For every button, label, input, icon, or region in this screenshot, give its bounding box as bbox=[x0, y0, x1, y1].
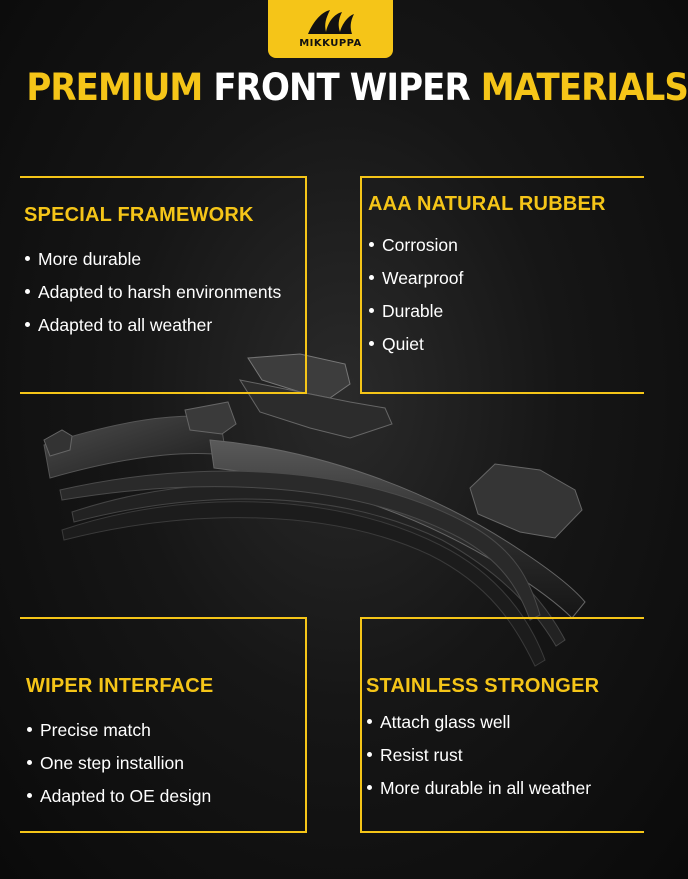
list-item: Adapted to harsh environments bbox=[24, 281, 281, 314]
feature-title-interface: WIPER INTERFACE bbox=[26, 675, 214, 697]
list-item: Adapted to OE design bbox=[26, 785, 211, 818]
feature-list-stainless bbox=[366, 711, 591, 810]
feature-title-stainless: STAINLESS STRONGER bbox=[366, 675, 600, 697]
list-item: Quiet bbox=[368, 333, 463, 366]
list-item: Precise match bbox=[26, 719, 211, 752]
feature-list-interface bbox=[26, 719, 211, 818]
headline-part1: PREMIUM bbox=[26, 66, 203, 109]
list-item: One step installion bbox=[26, 752, 211, 785]
brand-name: MIKKUPPA bbox=[299, 38, 362, 49]
feature-box-framework bbox=[20, 176, 307, 394]
feature-box-interface bbox=[20, 617, 307, 833]
page-headline bbox=[26, 66, 688, 109]
list-item: Attach glass well bbox=[366, 711, 591, 744]
list-item: Adapted to all weather bbox=[24, 314, 281, 347]
feature-box-stainless bbox=[360, 617, 644, 833]
list-item: Wearproof bbox=[368, 267, 463, 300]
list-item: Resist rust bbox=[366, 744, 591, 777]
brand-logo bbox=[268, 0, 393, 58]
list-item: Corrosion bbox=[368, 234, 463, 267]
feature-list-rubber bbox=[368, 234, 463, 366]
feature-title-rubber: AAA NATURAL RUBBER bbox=[368, 193, 606, 215]
feature-list-framework bbox=[24, 248, 281, 347]
headline-part2: FRONT WIPER bbox=[213, 66, 470, 109]
bird-logo-icon bbox=[306, 6, 356, 36]
feature-title-framework: SPECIAL FRAMEWORK bbox=[24, 204, 254, 226]
list-item: More durable bbox=[24, 248, 281, 281]
list-item: More durable in all weather bbox=[366, 777, 591, 810]
headline-part3: MATERIALS bbox=[480, 66, 688, 109]
feature-box-rubber bbox=[360, 176, 644, 394]
list-item: Durable bbox=[368, 300, 463, 333]
